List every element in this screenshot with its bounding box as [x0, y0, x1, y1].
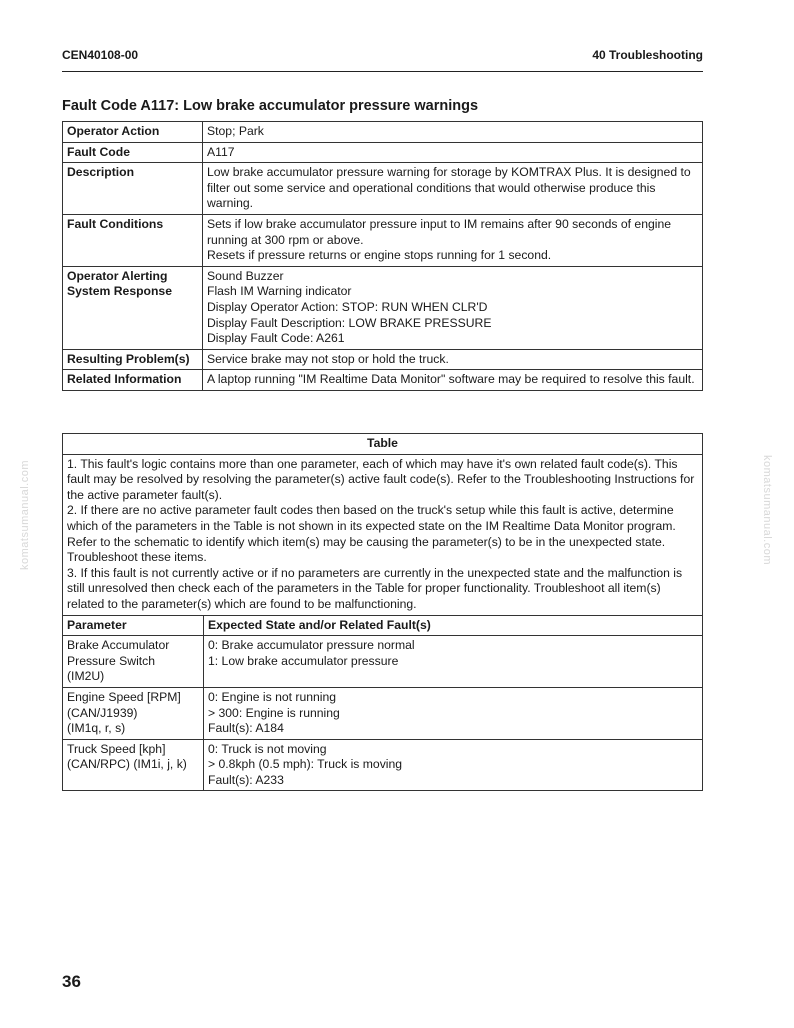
row-value: Sound Buzzer Flash IM Warning indicator Display Operator Action: STOP: RUN WHEN CLR'D Display Fault Description: LOW BRAKE PRESSURE Display Fault Code: A261: [203, 266, 703, 349]
table-row: [63, 636, 703, 688]
row-value: A117: [203, 142, 703, 163]
section-name: 40 Troubleshooting: [592, 48, 703, 62]
table-row: [63, 142, 703, 163]
parameter-cell: Brake Accumulator Pressure Switch (IM2U): [63, 636, 204, 688]
watermark-right: komatsumanual.com: [761, 455, 773, 565]
parameter-cell: Truck Speed [kph] (CAN/RPC) (IM1i, j, k): [63, 739, 204, 791]
expected-state-cell: 0: Brake accumulator pressure normal 1: Low brake accumulator pressure: [204, 636, 703, 688]
table-row: [63, 739, 703, 791]
row-label: Resulting Problem(s): [63, 349, 203, 370]
row-value: Sets if low brake accumulator pressure input to IM remains after 90 seconds of engine running at 300 rpm or above. Resets if pressure returns or engine stops running for 1 second.: [203, 214, 703, 266]
row-label: Fault Code: [63, 142, 203, 163]
expected-state-cell: 0: Truck is not moving > 0.8kph (0.5 mph): Truck is moving Fault(s): A233: [204, 739, 703, 791]
row-value: Service brake may not stop or hold the truck.: [203, 349, 703, 370]
table-row: [63, 266, 703, 349]
row-value: Low brake accumulator pressure warning for storage by KOMTRAX Plus. It is designed to filter out some service and operational conditions that would otherwise produce this warning.: [203, 163, 703, 215]
row-label: Operator Action: [63, 122, 203, 143]
row-label: Operator Alerting System Response: [63, 266, 203, 349]
row-value: A laptop running "IM Realtime Data Monitor" software may be required to resolve this fault.: [203, 370, 703, 391]
watermark-left: komatsumanual.com: [19, 460, 31, 570]
column-header-expected: Expected State and/or Related Fault(s): [204, 615, 703, 636]
column-header-parameter: Parameter: [63, 615, 204, 636]
page-title: Fault Code A117: Low brake accumulator pressure warnings: [62, 98, 479, 114]
table-caption: Table: [63, 434, 703, 455]
table-row: [63, 163, 703, 215]
row-label: Description: [63, 163, 203, 215]
table-row: [63, 370, 703, 391]
row-label: Fault Conditions: [63, 214, 203, 266]
table-row: [63, 349, 703, 370]
table-notes: 1. This fault's logic contains more than one parameter, each of which may have it's own related fault code(s). This fault may be resolved by resolving the parameter(s) active fault code(s). Refer to the Troubleshooting Instructions for the active parameter fault(s). 2. If there are no active parameter fault codes then based on the truck's setup while this fault is active, determine which of the parameters in the Table is not shown in its expected state on the IM Realtime Data Monitor program. Refer to the schematic to identify which item(s) may be causing the parameter(s) to be in the unexpected state. Troubleshoot these items. 3. If this fault is not currently active or if no parameters are currently in the unexpected state and the malfunction is still unresolved then check each of the parameters in the Table for proper functionality. Troubleshoot all item(s) related to the parameter(s) which are found to be malfunctioning.: [63, 454, 703, 615]
page-number: 36: [62, 972, 81, 991]
row-value: Stop; Park: [203, 122, 703, 143]
table-row: [63, 687, 703, 739]
parameter-cell: Engine Speed [RPM] (CAN/J1939) (IM1q, r, s): [63, 687, 204, 739]
header-divider: [62, 71, 703, 72]
table-row: [63, 214, 703, 266]
parameter-table: [62, 433, 703, 791]
fault-code-table: [62, 121, 703, 391]
row-label: Related Information: [63, 370, 203, 391]
expected-state-cell: 0: Engine is not running > 300: Engine is running Fault(s): A184: [204, 687, 703, 739]
table-row: [63, 122, 703, 143]
document-code: CEN40108-00: [62, 48, 139, 62]
